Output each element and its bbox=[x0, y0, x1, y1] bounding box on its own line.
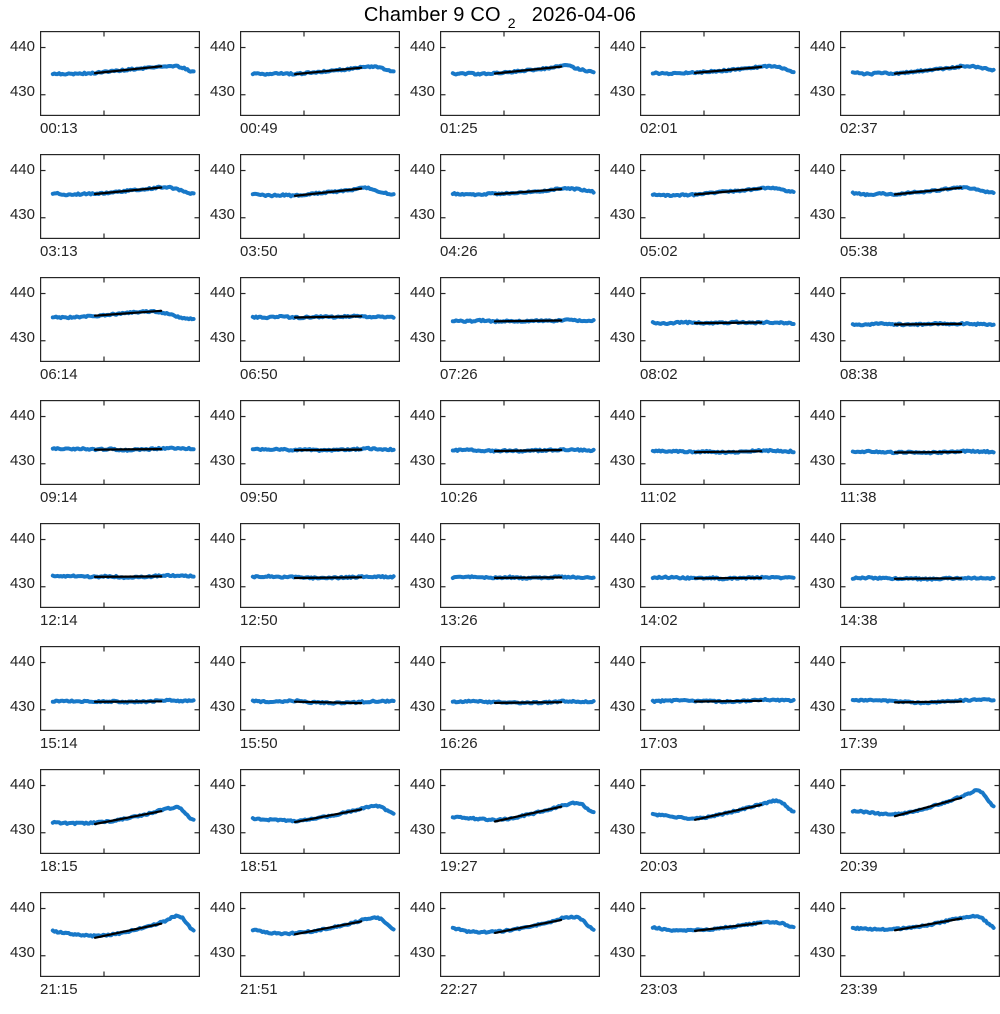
ytick-label-440: 440 bbox=[409, 407, 435, 424]
ytick-label-430: 430 bbox=[809, 698, 835, 715]
ytick-label-440: 440 bbox=[809, 653, 835, 670]
fit-line bbox=[695, 923, 761, 931]
ytick-label-430: 430 bbox=[209, 329, 235, 346]
subplot-time-label: 12:50 bbox=[240, 612, 278, 629]
subplot-11-02 bbox=[600, 397, 800, 520]
subplot-plot-area bbox=[840, 154, 1000, 239]
subplot-11-38 bbox=[800, 397, 1000, 520]
ytick-label-430: 430 bbox=[9, 83, 35, 100]
ytick-label-440: 440 bbox=[209, 407, 235, 424]
subplot-20-39 bbox=[800, 766, 1000, 889]
ytick-label-430: 430 bbox=[209, 206, 235, 223]
ytick-label-440: 440 bbox=[209, 776, 235, 793]
subplot-plot-area bbox=[640, 400, 800, 485]
subplot-12-50 bbox=[200, 520, 400, 643]
axes-box bbox=[441, 401, 600, 485]
axes-box bbox=[41, 524, 200, 608]
fit-line bbox=[895, 188, 961, 195]
subplot-time-label: 09:50 bbox=[240, 489, 278, 506]
subplot-23-03 bbox=[600, 889, 800, 1012]
subplot-row bbox=[0, 643, 1000, 766]
subplot-06-14 bbox=[0, 274, 200, 397]
ytick-label-430: 430 bbox=[9, 575, 35, 592]
subplot-plot-area bbox=[640, 892, 800, 977]
subplot-time-label: 19:27 bbox=[440, 858, 478, 875]
subplot-row bbox=[0, 397, 1000, 520]
subplot-plot-area bbox=[440, 523, 600, 608]
ytick-label-440: 440 bbox=[609, 407, 635, 424]
ytick-label-440: 440 bbox=[609, 899, 635, 916]
subplot-time-label: 11:02 bbox=[640, 489, 677, 506]
subplot-plot-area bbox=[640, 31, 800, 116]
subplot-plot-area bbox=[840, 769, 1000, 854]
fit-line bbox=[295, 577, 361, 578]
ytick-label-430: 430 bbox=[9, 821, 35, 838]
subplot-plot-area bbox=[640, 646, 800, 731]
ytick-label-440: 440 bbox=[609, 530, 635, 547]
subplot-plot-area bbox=[240, 769, 400, 854]
subplot-02-01 bbox=[600, 28, 800, 151]
axes-box bbox=[441, 647, 600, 731]
subplot-plot-area bbox=[40, 154, 200, 239]
ytick-label-440: 440 bbox=[409, 38, 435, 55]
subplot-grid bbox=[0, 28, 1000, 1012]
subplot-time-label: 20:39 bbox=[840, 858, 878, 875]
ytick-label-430: 430 bbox=[209, 944, 235, 961]
axes-box bbox=[841, 278, 1000, 362]
ytick-label-440: 440 bbox=[409, 161, 435, 178]
subplot-plot-area bbox=[640, 277, 800, 362]
ytick-label-440: 440 bbox=[9, 407, 35, 424]
subplot-plot-area bbox=[40, 769, 200, 854]
ytick-label-430: 430 bbox=[209, 452, 235, 469]
subplot-09-50 bbox=[200, 397, 400, 520]
ytick-label-440: 440 bbox=[209, 530, 235, 547]
fit-line bbox=[695, 805, 761, 820]
ytick-label-430: 430 bbox=[209, 821, 235, 838]
fit-line bbox=[95, 811, 161, 824]
subplot-time-label: 04:26 bbox=[440, 243, 478, 260]
co2-series-line bbox=[653, 800, 794, 819]
co2-series-line bbox=[253, 806, 394, 822]
subplot-time-label: 09:14 bbox=[40, 489, 78, 506]
fit-line bbox=[495, 450, 561, 451]
subplot-plot-area bbox=[240, 277, 400, 362]
subplot-05-02 bbox=[600, 151, 800, 274]
subplot-07-26 bbox=[400, 274, 600, 397]
ytick-label-440: 440 bbox=[809, 899, 835, 916]
ytick-label-440: 440 bbox=[409, 899, 435, 916]
ytick-label-440: 440 bbox=[809, 161, 835, 178]
subplot-plot-area bbox=[440, 646, 600, 731]
ytick-label-430: 430 bbox=[809, 575, 835, 592]
subplot-plot-area bbox=[240, 154, 400, 239]
ytick-label-430: 430 bbox=[809, 821, 835, 838]
ytick-label-430: 430 bbox=[409, 575, 435, 592]
ytick-label-440: 440 bbox=[809, 530, 835, 547]
ytick-label-430: 430 bbox=[409, 83, 435, 100]
subplot-00-49 bbox=[200, 28, 400, 151]
axes-box bbox=[41, 770, 200, 854]
subplot-plot-area bbox=[40, 892, 200, 977]
ytick-label-430: 430 bbox=[409, 452, 435, 469]
axes-box bbox=[241, 770, 400, 854]
subplot-18-51 bbox=[200, 766, 400, 889]
subplot-17-39 bbox=[800, 643, 1000, 766]
ytick-label-440: 440 bbox=[409, 776, 435, 793]
subplot-plot-area bbox=[440, 277, 600, 362]
axes-box bbox=[441, 770, 600, 854]
subplot-02-37 bbox=[800, 28, 1000, 151]
co2-series-line bbox=[53, 311, 194, 319]
subplot-03-13 bbox=[0, 151, 200, 274]
subplot-time-label: 05:02 bbox=[640, 243, 678, 260]
ytick-label-430: 430 bbox=[609, 452, 635, 469]
fit-line bbox=[495, 321, 561, 322]
subplot-plot-area bbox=[640, 523, 800, 608]
subplot-time-label: 18:15 bbox=[40, 858, 78, 875]
axes-box bbox=[441, 893, 600, 977]
subplot-21-51 bbox=[200, 889, 400, 1012]
subplot-20-03 bbox=[600, 766, 800, 889]
ytick-label-440: 440 bbox=[9, 530, 35, 547]
ytick-label-440: 440 bbox=[209, 161, 235, 178]
ytick-label-430: 430 bbox=[809, 206, 835, 223]
ytick-label-430: 430 bbox=[809, 329, 835, 346]
co2-series-line bbox=[453, 803, 594, 821]
axes-box bbox=[41, 278, 200, 362]
subplot-time-label: 22:27 bbox=[440, 981, 478, 998]
subplot-time-label: 01:25 bbox=[440, 120, 478, 137]
ytick-label-440: 440 bbox=[9, 653, 35, 670]
subplot-time-label: 06:50 bbox=[240, 366, 278, 383]
subplot-08-38 bbox=[800, 274, 1000, 397]
fit-line bbox=[695, 701, 761, 702]
subplot-time-label: 14:02 bbox=[640, 612, 678, 629]
ytick-label-430: 430 bbox=[9, 452, 35, 469]
axes-box bbox=[41, 401, 200, 485]
subplot-plot-area bbox=[640, 769, 800, 854]
subplot-03-50 bbox=[200, 151, 400, 274]
subplot-23-39 bbox=[800, 889, 1000, 1012]
ytick-label-440: 440 bbox=[609, 653, 635, 670]
subplot-time-label: 10:26 bbox=[440, 489, 478, 506]
fit-line bbox=[495, 807, 561, 822]
ytick-label-430: 430 bbox=[609, 206, 635, 223]
subplot-04-26 bbox=[400, 151, 600, 274]
subplot-18-15 bbox=[0, 766, 200, 889]
subplot-row bbox=[0, 889, 1000, 1012]
axes-box bbox=[641, 893, 800, 977]
axes-box bbox=[641, 770, 800, 854]
subplot-time-label: 12:14 bbox=[40, 612, 78, 629]
fit-line bbox=[95, 924, 161, 938]
subplot-time-label: 11:38 bbox=[840, 489, 877, 506]
fit-line bbox=[295, 809, 361, 822]
subplot-plot-area bbox=[440, 31, 600, 116]
subplot-plot-area bbox=[240, 892, 400, 977]
subplot-time-label: 23:03 bbox=[640, 981, 678, 998]
ytick-label-430: 430 bbox=[9, 944, 35, 961]
subplot-05-38 bbox=[800, 151, 1000, 274]
ytick-label-440: 440 bbox=[409, 530, 435, 547]
ytick-label-430: 430 bbox=[409, 821, 435, 838]
axes-box bbox=[841, 524, 1000, 608]
subplot-plot-area bbox=[40, 400, 200, 485]
subplot-row bbox=[0, 520, 1000, 643]
ytick-label-440: 440 bbox=[9, 284, 35, 301]
fit-line bbox=[495, 920, 561, 933]
figure-title-chamber: Chamber 9 CO bbox=[363, 4, 501, 26]
subplot-plot-area bbox=[840, 646, 1000, 731]
ytick-label-430: 430 bbox=[409, 944, 435, 961]
axes-box bbox=[641, 524, 800, 608]
axes-box bbox=[41, 647, 200, 731]
subplot-time-label: 00:13 bbox=[40, 120, 78, 137]
fit-line bbox=[295, 921, 361, 934]
subplot-time-label: 23:39 bbox=[840, 981, 878, 998]
subplot-00-13 bbox=[0, 28, 200, 151]
co2-series-line bbox=[853, 916, 994, 930]
subplot-plot-area bbox=[440, 769, 600, 854]
subplot-time-label: 15:14 bbox=[40, 735, 78, 752]
fit-line bbox=[495, 702, 561, 703]
co2-series-line bbox=[53, 916, 194, 937]
fit-line bbox=[295, 702, 361, 703]
fit-line bbox=[895, 578, 961, 579]
subplot-plot-area bbox=[240, 646, 400, 731]
subplot-plot-area bbox=[440, 892, 600, 977]
ytick-label-430: 430 bbox=[209, 575, 235, 592]
subplot-time-label: 21:15 bbox=[40, 981, 78, 998]
axes-box bbox=[241, 893, 400, 977]
subplot-plot-area bbox=[440, 154, 600, 239]
ytick-label-430: 430 bbox=[9, 206, 35, 223]
axes-box bbox=[841, 647, 1000, 731]
fit-line bbox=[95, 576, 161, 577]
co2-series-line bbox=[253, 917, 394, 934]
fit-line bbox=[495, 577, 561, 578]
subplot-plot-area bbox=[40, 523, 200, 608]
subplot-06-50 bbox=[200, 274, 400, 397]
ytick-label-440: 440 bbox=[209, 899, 235, 916]
subplot-time-label: 07:26 bbox=[440, 366, 478, 383]
subplot-plot-area bbox=[40, 277, 200, 362]
subplot-row bbox=[0, 151, 1000, 274]
ytick-label-430: 430 bbox=[609, 575, 635, 592]
ytick-label-440: 440 bbox=[409, 284, 435, 301]
subplot-time-label: 14:38 bbox=[840, 612, 878, 629]
subplot-12-14 bbox=[0, 520, 200, 643]
fit-line bbox=[895, 324, 961, 325]
subplot-time-label: 21:51 bbox=[240, 981, 278, 998]
fit-line bbox=[695, 451, 761, 452]
ytick-label-430: 430 bbox=[609, 698, 635, 715]
ytick-label-430: 430 bbox=[809, 944, 835, 961]
axes-box bbox=[241, 401, 400, 485]
subplot-time-label: 02:01 bbox=[640, 120, 678, 137]
subplot-09-14 bbox=[0, 397, 200, 520]
ytick-label-430: 430 bbox=[609, 329, 635, 346]
ytick-label-430: 430 bbox=[9, 698, 35, 715]
subplot-time-label: 05:38 bbox=[840, 243, 878, 260]
subplot-plot-area bbox=[840, 523, 1000, 608]
subplot-time-label: 06:14 bbox=[40, 366, 78, 383]
axes-box bbox=[841, 401, 1000, 485]
subplot-10-26 bbox=[400, 397, 600, 520]
subplot-16-26 bbox=[400, 643, 600, 766]
axes-box bbox=[641, 647, 800, 731]
subplot-time-label: 16:26 bbox=[440, 735, 478, 752]
ytick-label-430: 430 bbox=[609, 821, 635, 838]
fit-line bbox=[895, 919, 961, 931]
subplot-14-02 bbox=[600, 520, 800, 643]
ytick-label-440: 440 bbox=[9, 899, 35, 916]
ytick-label-430: 430 bbox=[209, 698, 235, 715]
subplot-21-15 bbox=[0, 889, 200, 1012]
subplot-14-38 bbox=[800, 520, 1000, 643]
subplot-08-02 bbox=[600, 274, 800, 397]
axes-box bbox=[641, 278, 800, 362]
axes-box bbox=[241, 647, 400, 731]
ytick-label-430: 430 bbox=[9, 329, 35, 346]
subplot-plot-area bbox=[840, 277, 1000, 362]
subplot-plot-area bbox=[240, 31, 400, 116]
figure-title-date: 2026-04-06 bbox=[531, 4, 637, 26]
subplot-plot-area bbox=[240, 523, 400, 608]
ytick-label-440: 440 bbox=[9, 161, 35, 178]
ytick-label-430: 430 bbox=[409, 329, 435, 346]
axes-box bbox=[241, 524, 400, 608]
subplot-time-label: 03:13 bbox=[40, 243, 78, 260]
fit-line bbox=[895, 702, 961, 703]
fit-line bbox=[95, 449, 161, 450]
subplot-time-label: 02:37 bbox=[840, 120, 878, 137]
ytick-label-430: 430 bbox=[409, 698, 435, 715]
fit-line bbox=[295, 450, 361, 451]
subplot-time-label: 08:38 bbox=[840, 366, 878, 383]
subplot-17-03 bbox=[600, 643, 800, 766]
subplot-plot-area bbox=[640, 154, 800, 239]
fit-line bbox=[895, 452, 961, 453]
subplot-time-label: 15:50 bbox=[240, 735, 278, 752]
subplot-plot-area bbox=[440, 400, 600, 485]
ytick-label-430: 430 bbox=[609, 83, 635, 100]
subplot-01-25 bbox=[400, 28, 600, 151]
ytick-label-440: 440 bbox=[9, 38, 35, 55]
co2-series-line bbox=[653, 922, 794, 931]
subplot-row bbox=[0, 274, 1000, 397]
subplot-row bbox=[0, 28, 1000, 151]
subplot-15-50 bbox=[200, 643, 400, 766]
ytick-label-440: 440 bbox=[609, 284, 635, 301]
ytick-label-430: 430 bbox=[809, 452, 835, 469]
subplot-time-label: 13:26 bbox=[440, 612, 478, 629]
subplot-time-label: 20:03 bbox=[640, 858, 678, 875]
co2-series-line bbox=[53, 807, 194, 824]
ytick-label-440: 440 bbox=[609, 776, 635, 793]
ytick-label-440: 440 bbox=[809, 407, 835, 424]
ytick-label-440: 440 bbox=[209, 38, 235, 55]
ytick-label-440: 440 bbox=[809, 776, 835, 793]
ytick-label-440: 440 bbox=[809, 284, 835, 301]
ytick-label-440: 440 bbox=[609, 38, 635, 55]
subplot-plot-area bbox=[240, 400, 400, 485]
ytick-label-430: 430 bbox=[609, 944, 635, 961]
ytick-label-440: 440 bbox=[209, 284, 235, 301]
ytick-label-430: 430 bbox=[809, 83, 835, 100]
ytick-label-440: 440 bbox=[409, 653, 435, 670]
subplot-time-label: 17:39 bbox=[840, 735, 878, 752]
subplot-13-26 bbox=[400, 520, 600, 643]
ytick-label-440: 440 bbox=[609, 161, 635, 178]
subplot-time-label: 08:02 bbox=[640, 366, 678, 383]
subplot-time-label: 03:50 bbox=[240, 243, 278, 260]
fit-line bbox=[95, 701, 161, 702]
subplot-19-27 bbox=[400, 766, 600, 889]
ytick-label-440: 440 bbox=[209, 653, 235, 670]
co2-series-line bbox=[453, 917, 594, 933]
co2-series-line bbox=[853, 790, 994, 815]
axes-box bbox=[841, 893, 1000, 977]
figure-title-co2-subscript: 2 bbox=[507, 15, 516, 31]
subplot-15-14 bbox=[0, 643, 200, 766]
subplot-plot-area bbox=[40, 646, 200, 731]
subplot-22-27 bbox=[400, 889, 600, 1012]
subplot-time-label: 17:03 bbox=[640, 735, 678, 752]
subplot-time-label: 18:51 bbox=[240, 858, 278, 875]
figure-title bbox=[0, 0, 1000, 31]
ytick-label-440: 440 bbox=[9, 776, 35, 793]
axes-box bbox=[641, 401, 800, 485]
ytick-label-430: 430 bbox=[209, 83, 235, 100]
axes-box bbox=[441, 524, 600, 608]
ytick-label-440: 440 bbox=[809, 38, 835, 55]
fit-line bbox=[895, 798, 961, 816]
subplot-plot-area bbox=[840, 400, 1000, 485]
fit-line bbox=[295, 316, 361, 317]
ytick-label-430: 430 bbox=[409, 206, 435, 223]
subplot-plot-area bbox=[840, 892, 1000, 977]
subplot-plot-area bbox=[840, 31, 1000, 116]
subplot-plot-area bbox=[40, 31, 200, 116]
subplot-time-label: 00:49 bbox=[240, 120, 278, 137]
subplot-row bbox=[0, 766, 1000, 889]
fit-line bbox=[695, 323, 761, 324]
